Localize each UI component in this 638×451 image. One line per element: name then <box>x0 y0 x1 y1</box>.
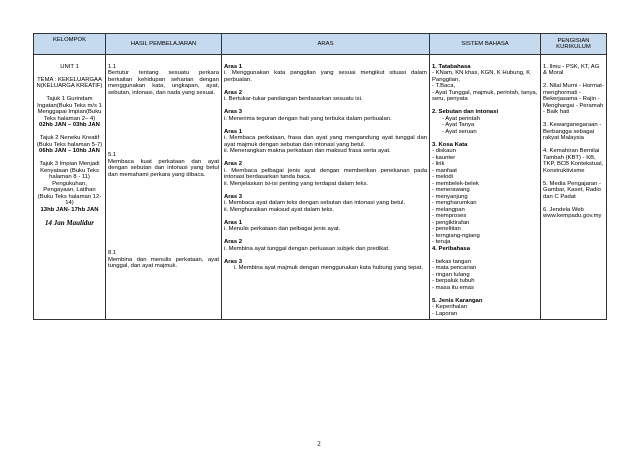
lesson-plan-table <box>33 33 607 320</box>
list-item: - teruja <box>432 239 451 245</box>
aras-item: ii. Menghuraikan maksud ayat dalam teks. <box>224 206 335 213</box>
header-pengisian-kurikulum: PENGISIAN KURIKULUM <box>541 34 607 55</box>
list-item: - manfaat <box>432 167 457 174</box>
aras-item: i. Membaca ayat dalam teks dengan sebutan dan intonasi yang betul. <box>224 200 406 206</box>
tarikh-3: 13hb JAN- 17hb JAN <box>40 206 99 213</box>
list-item: - KNam, KN khas, KGN, K Hubung, K Panggilan, <box>432 70 531 83</box>
aras-label: Aras 3 <box>224 109 243 115</box>
aras-block <box>224 161 427 187</box>
list-item: - ringan tulang <box>432 271 470 278</box>
aras-label: Aras 3 <box>224 193 243 200</box>
list-item: - mata pencarian <box>432 265 477 271</box>
aras-item: ii. Menjelaskan isi-isi penting yang terdapat dalam teks. <box>224 180 369 187</box>
aras-item: i. Menulis perkataan dan pelbagai jenis ayat. <box>224 226 341 232</box>
pengisian-item: 2. Nilai Murni - Hormat-menghormati - Bekerjasama - Rajin - Menghargai - Peramah - Baik hati <box>543 83 604 115</box>
list-item: - Ayat Tunggal, majmuk, perintah, tanya, seru, penyata <box>432 89 538 102</box>
aras-label: Aras 3 <box>224 258 243 265</box>
list-item: - T.Baca, <box>432 83 456 89</box>
peribahasa-title: 4. Peribahasa <box>432 245 470 252</box>
pengisian-item: 5. Media Pengajaran - Gambar, Kaset, Radio dan C Padat <box>543 180 601 200</box>
tatabahasa-title: 1. Tatabahasa <box>432 63 471 70</box>
aras-item: i. Membina ayat majmuk dengan menggunakan kata hubung yang tepat. <box>234 265 423 271</box>
hasil-text: Bertutur tentang sesuatu perkara berkaitan kehidupan seharian dengan menggunakan kata, ungkapan, ayat, sebutan, intonasi, dan nada yang sesuai. <box>108 70 219 96</box>
tema-label: TEMA : KEKELUARGAA N(KELUARGA KREATIF) <box>36 76 103 89</box>
list-item: - melodi <box>432 174 453 180</box>
aras-item: i. Membaca pelbagai jenis ayat dengan memberikan penekanan pada intonasi berdasarkan tanda baca. <box>224 167 427 180</box>
cuti-maulidur: 14 Jan Maulidur <box>44 218 95 227</box>
aras-block <box>224 129 427 155</box>
jenis-karangan-title: 5. Jenis Karangan <box>432 297 483 304</box>
aras-block <box>224 90 427 103</box>
aras-block <box>224 220 427 233</box>
sebutan-title: 2. Sebutan dan intonasi <box>432 109 499 115</box>
pengisian-item: 4. Kemahiran Bernilai Tambah (KBT) - KB, TKP, BCB Kontekstual, Konstruktivisme <box>543 148 604 174</box>
header-hasil-pembelajaran: HASIL PEMBELAJARAN <box>106 34 222 55</box>
list-item: - kaunter <box>432 154 456 161</box>
list-item: - bekas tangan <box>432 258 471 265</box>
list-item: - berpaluk tubuh <box>432 278 475 284</box>
list-item: - masa itu emas <box>432 284 474 291</box>
tarikh-2: 06hb JAN – 10hb JAN <box>39 148 100 154</box>
list-item: - Ayat Tanya <box>442 122 475 128</box>
tajuk-2: Tajuk 2 Neneku Kreatif (Buku Teks halaman 5-7) <box>36 135 103 148</box>
header-aras: ARAS <box>222 34 430 55</box>
aras-block <box>224 109 427 122</box>
aras-label: Aras 2 <box>224 161 243 167</box>
hasil-text: Membina dan menulis perkataan, ayat tunggal, dan ayat majmuk. <box>108 256 219 269</box>
aras-item: ii. Menerangkan makna perkataan dan maksud frasa serta ayat. <box>224 148 391 154</box>
list-item: - terngiang-ngiang <box>432 232 480 239</box>
aras-block <box>224 194 427 214</box>
list-item: - diskaun <box>432 148 456 154</box>
aras-label: Aras 1 <box>224 128 243 135</box>
list-item: - melangpan <box>432 206 465 213</box>
list-item: - memproses <box>432 213 467 219</box>
aras-cell <box>222 55 430 320</box>
hasil-item <box>108 250 219 270</box>
page-number: 2 <box>317 440 321 448</box>
table-row <box>34 55 607 320</box>
aras-label: Aras 1 <box>224 63 243 70</box>
tajuk-1: Tajuk 1 Gurindam Ingatan(Buku Teks m/s 1 Menggapai Impian(Buku Teks halaman 2– 4) <box>37 96 102 122</box>
aras-item: i. Bertukar-tukar pandangan berdasarkan sesuatu isi. <box>224 96 363 102</box>
header-kelompok: KELOMPOK <box>34 34 106 55</box>
kelompok-cell <box>34 55 106 320</box>
list-item: - mengharumkan <box>432 200 477 206</box>
aras-block <box>224 259 427 272</box>
aras-label: Aras 1 <box>224 219 243 226</box>
list-item: - membelek-belek <box>432 180 479 187</box>
tarikh-1: 02hb JAN – 03hb JAN <box>39 122 100 128</box>
list-item: - pengiktirafan <box>432 219 470 226</box>
sistem-bahasa-cell <box>430 55 541 320</box>
hasil-text: Membaca kuat perkataan dan ayat dengan sebutan dan intonasi yang betul dan memahami perkara yang dibaca. <box>108 158 219 178</box>
hasil-cell <box>106 55 222 320</box>
list-item: - Ayat perintah <box>442 115 480 122</box>
list-item: - Keperihalan <box>432 304 468 310</box>
tajuk-3: Tajuk 3 Impian Menjadi Kenyataan (Buku Teks halaman 8 - 11) Pengukuhan, Pengayaan, Latihan (Buku Teks halaman 12- 14) <box>37 161 102 206</box>
hasil-num: 8.1 <box>108 250 117 256</box>
pengisian-item: 3. Kewarganegaraan - Berbangga sebagai rakyat Malaysia <box>543 122 602 141</box>
hasil-item <box>108 152 219 178</box>
unit-label: UNIT 1 <box>60 63 79 70</box>
aras-block <box>224 239 427 252</box>
list-item: - Ayat seruan <box>442 128 477 135</box>
hasil-num: 5.1 <box>108 152 117 158</box>
hasil-num: 1.1 <box>108 63 117 70</box>
list-item: - menyanjung <box>432 193 468 200</box>
aras-item: i. Menerima teguran dengan hati yang terbuka dalam perbualan. <box>224 115 392 122</box>
pengisian-item: 6. Jendela Web www.kempadu.gov.my <box>543 206 602 219</box>
aras-item: i. Menggunakan kata panggilan yang sesuai mengikut situasi dalam perbualan. <box>224 70 427 83</box>
kosa-kata-title: 3. Kosa Kata <box>432 141 468 148</box>
pengisian-item: 1. Ilmu - PSK, KT, AG & Moral <box>543 63 600 76</box>
list-item: - lirik <box>432 161 445 167</box>
aras-item: i. Membina ayat tunggal dengan perluasan subjek dan predikat. <box>224 245 390 252</box>
aras-label: Aras 2 <box>224 89 243 96</box>
list-item: - penelitian <box>432 226 461 232</box>
list-item: - Laporan <box>432 310 458 317</box>
aras-item: i. Membaca perkataan, frasa dan ayat yang mengandung ayat tunggal dan ayat majmuk dengan sebutan dan intonasi yang betul. <box>224 135 427 148</box>
header-sistem-bahasa: SISTEM BAHASA <box>430 34 541 55</box>
table-header-row <box>34 34 607 55</box>
aras-label: Aras 2 <box>224 239 243 245</box>
pengisian-cell <box>541 55 607 320</box>
list-item: - menerawang <box>432 187 470 193</box>
hasil-item <box>108 64 219 97</box>
aras-block <box>224 64 427 84</box>
